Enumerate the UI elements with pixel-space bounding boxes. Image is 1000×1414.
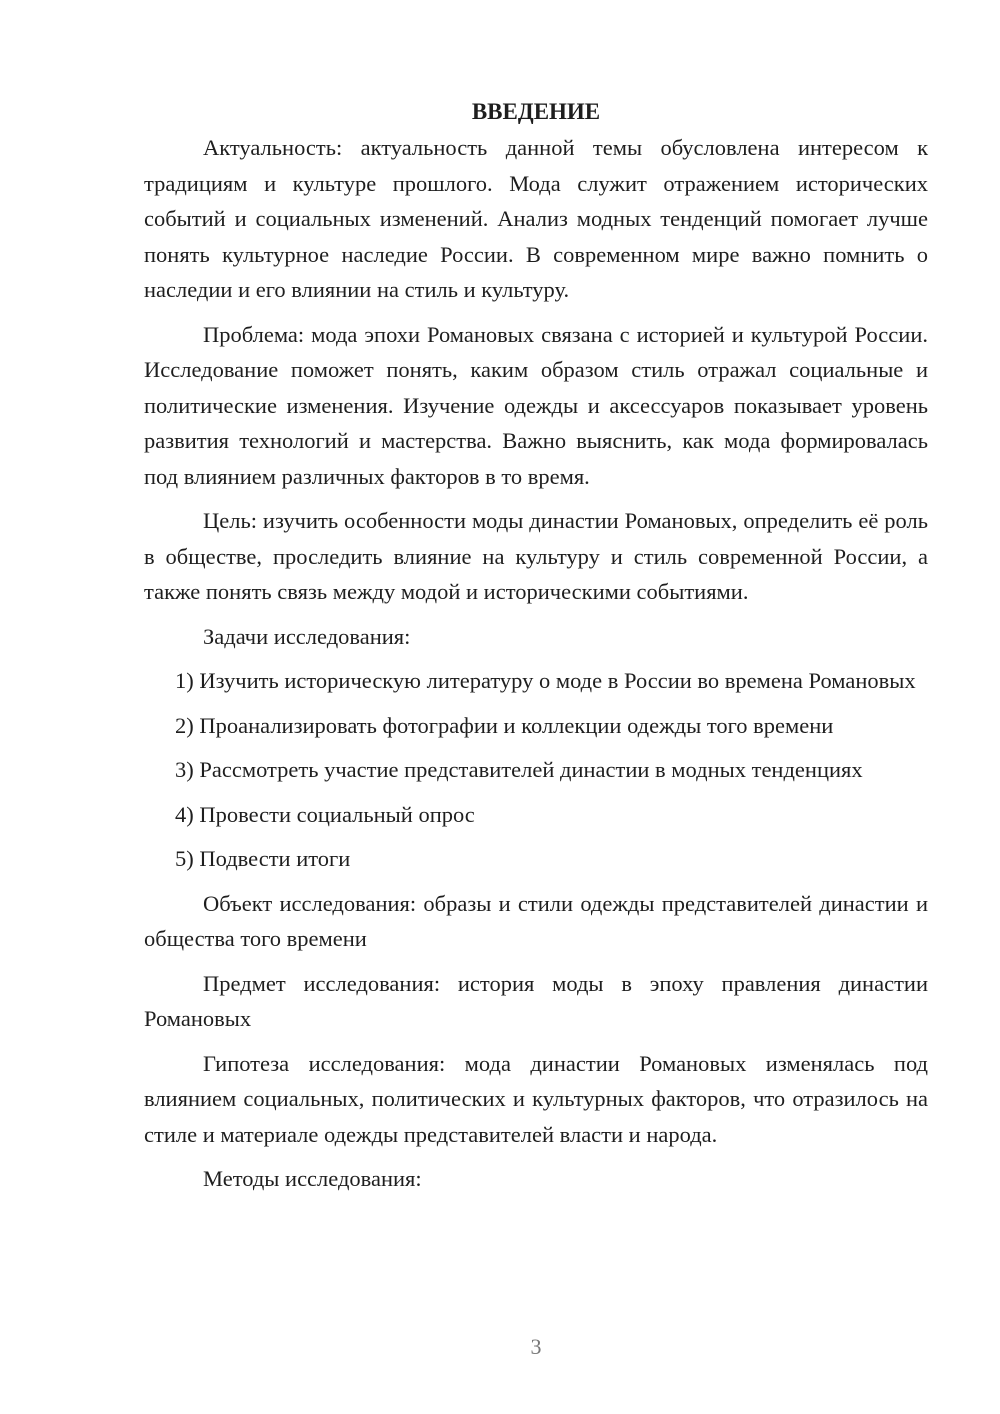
subject-paragraph: Предмет исследования: история моды в эпоху правления династии Романовых — [144, 970, 928, 1031]
task-item: 1) Изучить историческую литературу о моде в России во времена Романовых — [175, 668, 916, 693]
section-title: ВВЕДЕНИЕ — [471, 99, 601, 124]
document-page — [144, 94, 928, 1206]
goal-paragraph: Цель: изучить особенности моды династии Романовых, определить её роль в обществе, проследить влияние на культуру и стиль современной России, а также понять связь между модой и историческими событиями. — [144, 508, 928, 604]
methods-heading: Методы исследования: — [203, 1166, 422, 1191]
task-item: 5) Подвести итоги — [175, 846, 351, 871]
object-paragraph: Объект исследования: образы и стили одежды представителей династии и общества того времени — [144, 890, 928, 951]
hypothesis-paragraph: Гипотеза исследования: мода династии Романовых изменялась под влиянием социальных, политических и культурных факторов, что отразилось на стиле и материале одежды представителей власти и народа. — [144, 1050, 928, 1147]
task-item: 3) Рассмотреть участие представителей династии в модных тенденциях — [175, 757, 863, 782]
task-item: 2) Проанализировать фотографии и коллекции одежды того времени — [175, 712, 834, 738]
task-item: 4) Провести социальный опрос — [175, 801, 475, 827]
tasks-heading: Задачи исследования: — [203, 623, 411, 649]
page-number: 3 — [530, 1334, 542, 1359]
problem-paragraph: Проблема: мода эпохи Романовых связана с историей и культурой России. Исследование поможет понять, каким образом стиль отражал социальные и политические изменения. Изучение одежды и аксессуаров показывает уровень развития технологий и мастерства. Важно выяснить, как мода формировалась под влиянием различных факторов в то время. — [144, 321, 928, 489]
relevance-paragraph: Актуальность: актуальность данной темы обусловлена интересом к традициям и культуре прошлого. Мода служит отражением исторических событий и социальных изменений. Анализ модных тенденций помогает лучше понять культурное наследие России. В современном мире важно помнить о наследии и его влиянии на стиль и культуру. — [144, 135, 928, 302]
